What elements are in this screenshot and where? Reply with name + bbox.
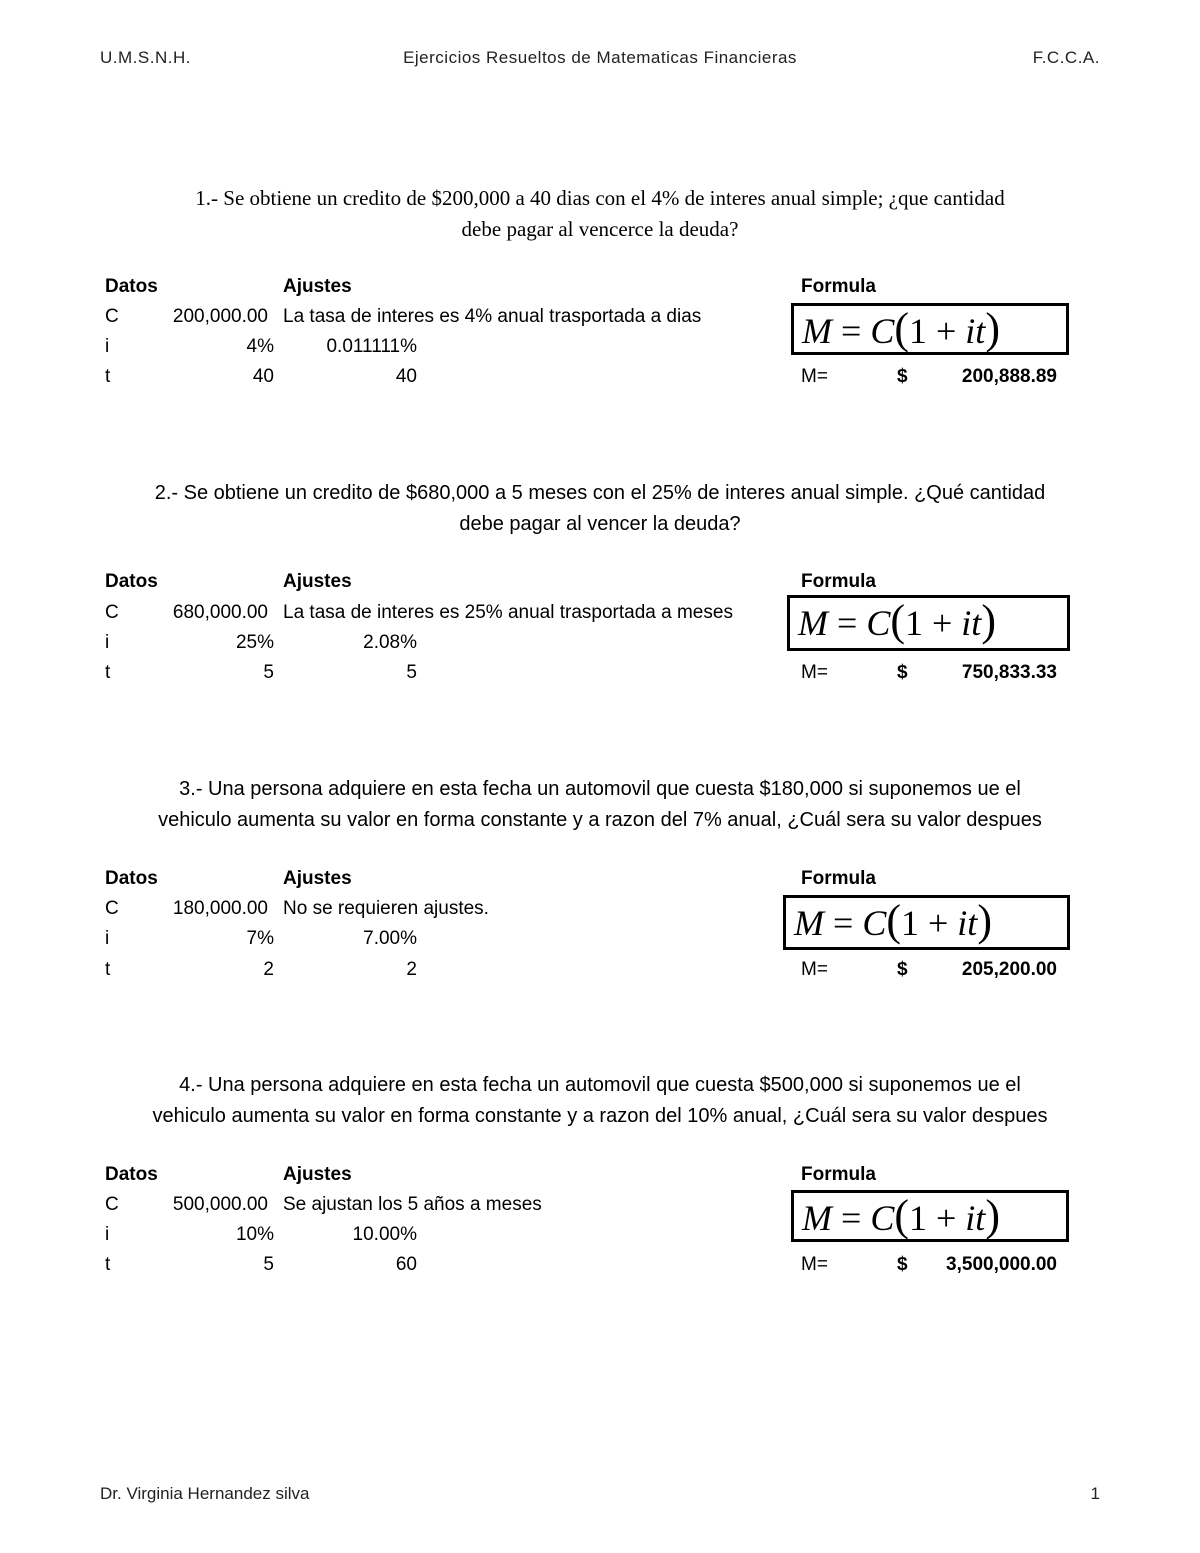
dollar-sign: $ [897,662,908,683]
c-adjustment: Se ajustan los 5 años a meses [283,1194,542,1215]
formula-box [787,595,1070,651]
ajustes-label: Ajustes [283,571,352,592]
ajustes-label: Ajustes [283,1164,352,1185]
m-label: M= [801,662,828,683]
t-value: 5 [263,662,274,683]
t-adjustment: 60 [395,1254,417,1275]
problem-question [90,183,1110,245]
dollar-sign: $ [897,366,908,387]
footer-author: Dr. Virginia Hernandez silva [100,1484,310,1503]
header-faculty: F.C.C.A. [1032,48,1100,67]
i-adjustment: 7.00% [363,928,417,949]
c-adjustment: La tasa de interes es 4% anual trasportada a dias [283,306,702,327]
problem-question [90,774,1110,836]
header-university: U.M.S.N.H. [100,48,191,67]
result-value: 750,833.33 [961,662,1057,683]
result-value: 200,888.89 [961,366,1057,387]
t-value: 5 [263,1254,274,1275]
m-label: M= [801,959,828,980]
simple-interest-formula: M = C(1 + it) [802,304,1000,353]
ajustes-label: Ajustes [283,276,352,297]
problem-3 [0,774,1200,1014]
formula-box [783,895,1070,950]
header-title: Ejercicios Resueltos de Matematicas Financieras [403,48,797,67]
row-i-label: i [105,928,110,949]
problem-4 [0,1070,1200,1310]
t-adjustment: 40 [395,366,417,387]
c-adjustment: La tasa de interes es 25% anual trasportada a meses [283,602,733,623]
formula-box [791,1190,1069,1242]
row-c-label: C [105,1194,119,1215]
i-value: 7% [246,928,274,949]
result-value: 205,200.00 [961,959,1057,980]
i-value: 25% [235,632,274,653]
i-adjustment: 10.00% [352,1224,417,1245]
t-adjustment: 2 [406,959,417,980]
m-label: M= [801,1254,828,1275]
simple-interest-formula: M = C(1 + it) [802,1191,1000,1240]
datos-label: Datos [105,571,158,592]
t-value: 2 [263,959,274,980]
row-t-label: t [105,1254,111,1275]
t-value: 40 [252,366,274,387]
problem-question [90,478,1110,540]
c-value: 180,000.00 [172,898,268,919]
row-t-label: t [105,366,111,387]
row-c-label: C [105,898,119,919]
problem-question [90,1070,1110,1132]
question-line-2: vehiculo aumenta su valor en forma constante y a razon del 10% anual, ¿Cuál sera su valor despues [152,1105,1048,1127]
problem-2 [0,478,1200,718]
question-line-1: 3.- Una persona adquiere en esta fecha un automovil que cuesta $180,000 si suponemos ue el [179,778,1021,800]
t-adjustment: 5 [406,662,417,683]
row-i-label: i [105,632,110,653]
formula-label: Formula [801,571,876,592]
i-adjustment: 0.011111% [326,336,417,357]
problem-1 [0,183,1200,423]
question-line-2: debe pagar al vencer la deuda? [459,513,741,535]
dollar-sign: $ [897,959,908,980]
result-value: 3,500,000.00 [946,1254,1057,1275]
row-t-label: t [105,959,111,980]
i-value: 4% [246,336,274,357]
formula-label: Formula [801,276,876,297]
simple-interest-formula: M = C(1 + it) [794,896,992,945]
c-value: 500,000.00 [172,1194,268,1215]
question-line-2: debe pagar al vencerce la deuda? [461,217,739,241]
row-c-label: C [105,306,119,327]
question-line-2: vehiculo aumenta su valor en forma constante y a razon del 7% anual, ¿Cuál sera su valor despues [158,809,1042,831]
question-line-1: 1.- Se obtiene un credito de $200,000 a 40 dias con el 4% de interes anual simple; ¿que cantidad [195,186,1005,210]
datos-label: Datos [105,276,158,297]
row-i-label: i [105,336,110,357]
question-line-1: 4.- Una persona adquiere en esta fecha un automovil que cuesta $500,000 si suponemos ue el [179,1074,1021,1096]
m-label: M= [801,366,828,387]
c-value: 680,000.00 [172,602,268,623]
c-value: 200,000.00 [172,306,268,327]
c-adjustment: No se requieren ajustes. [283,898,489,919]
formula-box [791,303,1069,355]
row-i-label: i [105,1224,110,1245]
formula-label: Formula [801,868,876,889]
question-line-1: 2.- Se obtiene un credito de $680,000 a 5 meses con el 25% de interes anual simple. ¿Qué cantidad [154,482,1046,504]
row-c-label: C [105,602,119,623]
datos-label: Datos [105,868,158,889]
datos-label: Datos [105,1164,158,1185]
i-adjustment: 2.08% [363,632,417,653]
row-t-label: t [105,662,111,683]
simple-interest-formula: M = C(1 + it) [798,596,996,645]
ajustes-label: Ajustes [283,868,352,889]
formula-label: Formula [801,1164,876,1185]
dollar-sign: $ [897,1254,908,1275]
i-value: 10% [235,1224,274,1245]
page-number: 1 [1090,1484,1100,1503]
